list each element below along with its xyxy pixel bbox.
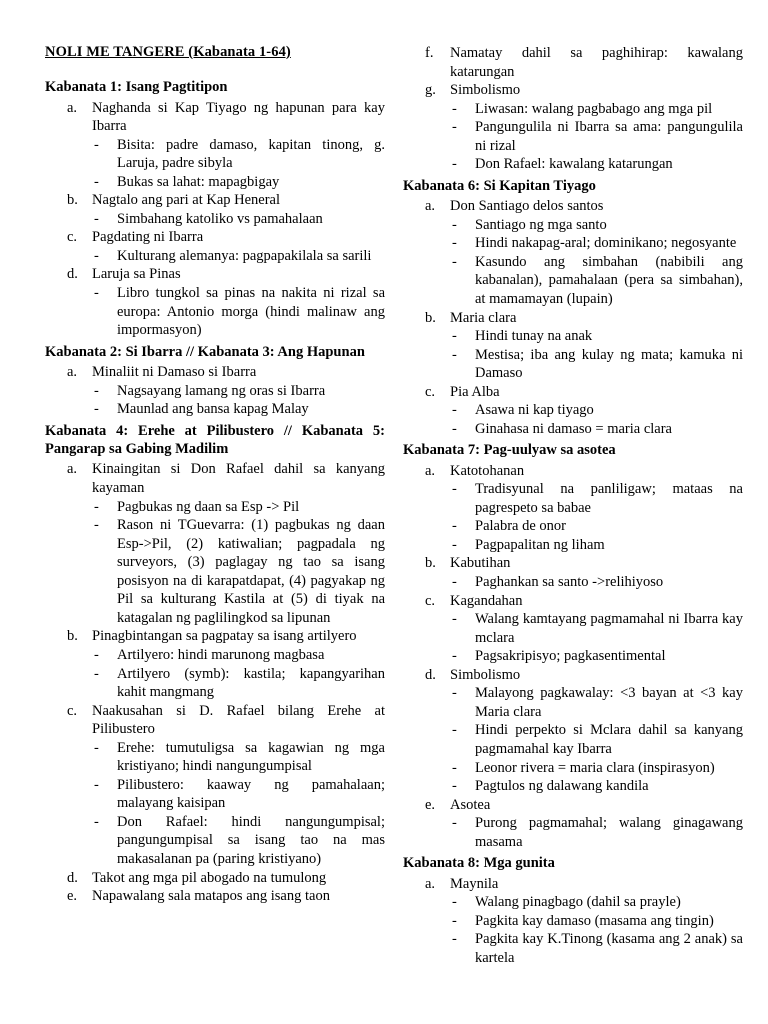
outline-subitem-text: Libro tungkol sa pinas na nakita ni rizal sa europa: Antonio morga (hindi malinaw ang impormasyon): [117, 284, 385, 339]
outline-subitem-text: Purong pagmamahal; walang ginagawang masama: [475, 815, 743, 850]
outline-subitem: [450, 777, 743, 796]
dash-marker: -: [94, 401, 99, 418]
outline-item: [45, 869, 385, 888]
outline-subitem-text: Don Rafael: kawalang katarungan: [475, 156, 673, 173]
list-marker: f.: [425, 45, 434, 61]
outline-item-text: Naakusahan si D. Rafael bilang Erehe at Pilibustero: [92, 702, 385, 738]
list-marker: e.: [425, 796, 436, 813]
outline-item-text: Nagtalo ang pari at Kap Heneral: [92, 192, 281, 209]
outline-subitem-text: Ginahasa ni damaso = maria clara: [475, 420, 672, 437]
outline-subitem: [450, 684, 743, 721]
left-column-content: [45, 78, 385, 906]
outline-subitem-text: Kasundo ang simbahan (nabibili ang kabanalan), pamahalaan (pera sa simbahan), at mamamayan (lupain): [475, 253, 743, 307]
outline-subitem-text: Pagbukas ng daan sa Esp -> Pil: [117, 498, 300, 515]
outline-subitem-text: Pilibustero: kaaway ng pamahalaan; malayang kaisipan: [117, 776, 385, 812]
outline-item-text: Pinagbintangan sa pagpatay sa isang artilyero: [92, 628, 357, 645]
dash-marker: -: [452, 518, 457, 535]
outline-list: [45, 363, 385, 419]
outline-subitem-text: Pagkita kay K.Tinong (kasama ang 2 anak) sa kartela: [475, 931, 743, 966]
right-column: [403, 44, 743, 967]
outline-sublist: [450, 610, 743, 666]
outline-item-text: Kagandahan: [450, 592, 523, 609]
outline-sublist: [450, 573, 743, 592]
outline-sublist: [450, 893, 743, 967]
outline-list: [403, 197, 743, 438]
outline-item-text: Kinaingitan si Don Rafael dahil sa kanyang kayaman: [92, 461, 385, 497]
outline-subitem: [450, 647, 743, 666]
outline-item: [45, 265, 385, 339]
outline-sublist: [92, 247, 385, 266]
dash-marker: -: [94, 665, 99, 682]
outline-subitem: [450, 536, 743, 555]
list-marker: a.: [67, 364, 78, 381]
outline-subitem: [450, 573, 743, 592]
list-marker: d.: [425, 666, 436, 683]
dash-marker: -: [452, 481, 457, 498]
dash-marker: -: [452, 253, 457, 270]
outline-subitem-text: Paghankan sa santo ->relihiyoso: [475, 574, 664, 591]
outline-subitem: [450, 480, 743, 517]
dash-marker: -: [452, 574, 457, 591]
outline-subitem: [450, 253, 743, 309]
outline-subitem-text: Hindi nakapag-aral; dominikano; negosyante: [475, 235, 737, 252]
outline-subitem: [92, 498, 385, 517]
outline-subitem: [92, 516, 385, 627]
outline-item-text: Pia Alba: [450, 383, 500, 400]
outline-subitem-text: Mestisa; iba ang kulay ng mata; kamuka ni Damaso: [475, 346, 743, 382]
list-marker: e.: [67, 888, 78, 905]
dash-marker: -: [452, 536, 457, 553]
outline-item: [45, 702, 385, 869]
list-marker: a.: [425, 198, 436, 215]
dash-marker: -: [94, 173, 99, 190]
outline-subitem: [92, 665, 385, 702]
list-marker: g.: [425, 82, 436, 99]
chapter-heading: Kabanata 4: Erehe at Pilibustero // Kabanata 5: Pangarap sa Gabing Madilim: [45, 422, 385, 458]
outline-subitem: [450, 401, 743, 420]
outline-subitem-text: Malayong pagkawalay: <3 bayan at <3 kay Maria clara: [475, 685, 743, 720]
outline-subitem: [450, 420, 743, 439]
list-marker: a.: [425, 462, 436, 479]
outline-subitem: [450, 721, 743, 758]
outline-subitem-text: Pagtulos ng dalawang kandila: [475, 778, 649, 795]
outline-item: [403, 796, 743, 852]
dash-marker: -: [94, 517, 99, 534]
outline-subitem-text: Palabra de onor: [475, 518, 566, 535]
outline-subitem: [450, 216, 743, 235]
outline-subitem-text: Pagpapalitan ng liham: [475, 536, 605, 553]
outline-subitem: [450, 912, 743, 931]
outline-subitem-text: Maunlad ang bansa kapag Malay: [117, 401, 309, 418]
dash-marker: -: [94, 498, 99, 515]
outline-item: [403, 309, 743, 383]
outline-item-text: Katotohanan: [450, 462, 525, 479]
outline-subitem: [450, 517, 743, 536]
dash-marker: -: [452, 156, 457, 173]
outline-item-text: Don Santiago delos santos: [450, 198, 604, 215]
list-marker: c.: [425, 383, 436, 400]
outline-sublist: [92, 136, 385, 192]
outline-subitem: [92, 776, 385, 813]
list-marker: b.: [425, 309, 436, 326]
outline-subitem-text: Bukas sa lahat: mapagbigay: [117, 173, 280, 190]
outline-subitem: [92, 382, 385, 401]
dash-marker: -: [452, 402, 457, 419]
outline-item: [45, 363, 385, 419]
list-marker: a.: [67, 461, 78, 478]
outline-sublist: [92, 739, 385, 869]
outline-subitem-text: Kulturang alemanya: pagpapakilala sa sarili: [117, 247, 372, 264]
outline-subitem: [92, 247, 385, 266]
dash-marker: -: [452, 100, 457, 117]
dash-marker: -: [452, 912, 457, 929]
dash-marker: -: [94, 210, 99, 227]
outline-subitem: [450, 610, 743, 647]
outline-list: [45, 460, 385, 905]
outline-subitem: [92, 813, 385, 869]
dash-marker: -: [452, 119, 457, 136]
outline-sublist: [92, 382, 385, 419]
dash-marker: -: [94, 284, 99, 301]
dash-marker: -: [94, 739, 99, 756]
chapter-heading: Kabanata 6: Si Kapitan Tiyago: [403, 177, 596, 194]
outline-list: [403, 462, 743, 851]
outline-item-text: Asotea: [450, 796, 491, 813]
outline-subitem: [450, 814, 743, 851]
dash-marker: -: [94, 382, 99, 399]
outline-item-text: Naghanda si Kap Tiyago ng hapunan para kay Ibarra: [92, 99, 385, 135]
dash-marker: -: [94, 136, 99, 153]
list-marker: c.: [67, 229, 78, 246]
outline-sublist: [92, 210, 385, 229]
dash-marker: -: [452, 328, 457, 345]
outline-subitem-text: Simbahang katoliko vs pamahalaan: [117, 210, 323, 227]
document-title: NOLI ME TANGERE (Kabanata 1-64): [45, 44, 291, 60]
outline-item-text: Takot ang mga pil abogado na tumulong: [92, 869, 327, 886]
list-marker: c.: [67, 702, 78, 719]
outline-sublist: [450, 216, 743, 309]
dash-marker: -: [452, 420, 457, 437]
outline-subitem: [450, 118, 743, 155]
outline-item-text: Minaliit ni Damaso si Ibarra: [92, 364, 257, 381]
outline-subitem: [92, 136, 385, 173]
outline-item-text: Simbolismo: [450, 666, 521, 683]
outline-subitem: [92, 646, 385, 665]
dash-marker: -: [452, 722, 457, 739]
outline-item: [403, 554, 743, 591]
outline-item: [45, 887, 385, 906]
outline-item: [403, 383, 743, 439]
dash-marker: -: [452, 216, 457, 233]
outline-subitem-text: Liwasan: walang pagbabago ang mga pil: [475, 100, 713, 117]
outline-subitem: [450, 893, 743, 912]
dash-marker: -: [452, 611, 457, 628]
outline-item-text: Maynila: [450, 875, 499, 892]
outline-subitem-text: Walang pinagbago (dahil sa prayle): [475, 894, 681, 911]
outline-item-text: Namatay dahil sa paghihirap: kawalang katarungan: [450, 45, 743, 80]
dash-marker: -: [94, 813, 99, 830]
outline-item: [403, 197, 743, 308]
outline-item-text: Laruja sa Pinas: [92, 266, 181, 283]
outline-sublist: [450, 401, 743, 438]
outline-sublist: [450, 100, 743, 174]
outline-item-text: Pagdating ni Ibarra: [92, 229, 204, 246]
outline-subitem: [92, 400, 385, 419]
outline-item-text: Maria clara: [450, 309, 517, 326]
dash-marker: -: [452, 759, 457, 776]
outline-sublist: [450, 480, 743, 554]
outline-item: [45, 460, 385, 627]
list-marker: d.: [67, 869, 78, 886]
list-marker: b.: [67, 192, 78, 209]
outline-sublist: [92, 646, 385, 702]
right-column-content: [403, 44, 743, 967]
outline-subitem: [92, 284, 385, 340]
outline-list: [45, 99, 385, 340]
outline-subitem-text: Santiago ng mga santo: [475, 216, 607, 233]
outline-sublist: [92, 498, 385, 628]
dash-marker: -: [94, 646, 99, 663]
outline-subitem: [92, 739, 385, 776]
outline-subitem: [92, 173, 385, 192]
outline-subitem: [450, 327, 743, 346]
dash-marker: -: [452, 346, 457, 363]
outline-subitem-text: Pangungulila ni Ibarra sa ama: pangungulila ni rizal: [475, 119, 743, 154]
outline-item: [403, 666, 743, 796]
outline-subitem-text: Artilyero: hindi marunong magbasa: [117, 646, 325, 663]
dash-marker: -: [452, 815, 457, 832]
outline-subitem-text: Leonor rivera = maria clara (inspirasyon): [475, 759, 715, 776]
outline-subitem-text: Asawa ni kap tiyago: [475, 402, 594, 419]
outline-subitem: [450, 234, 743, 253]
outline-subitem-text: Artilyero (symb): kastila; kapangyarihan kahit mangmang: [117, 665, 385, 701]
outline-subitem: [450, 100, 743, 119]
outline-subitem-text: Walang kamtayang pagmamahal ni Ibarra kay mclara: [475, 611, 743, 646]
outline-item-text: Kabutihan: [450, 555, 511, 572]
outline-sublist: [450, 684, 743, 795]
outline-subitem-text: Tradisyunal na panliligaw; mataas na pagrespeto sa babae: [475, 481, 743, 516]
dash-marker: -: [94, 247, 99, 264]
outline-item-text: Simbolismo: [450, 82, 521, 99]
dash-marker: -: [452, 778, 457, 795]
outline-subitem-text: Bisita: padre damaso, kapitan tinong, g. Laruja, padre sibyla: [117, 136, 385, 172]
list-marker: c.: [425, 592, 436, 609]
dash-marker: -: [452, 235, 457, 252]
list-marker: a.: [425, 875, 436, 892]
outline-subitem-text: Pagsakripisyo; pagkasentimental: [475, 648, 666, 665]
outline-subitem-text: Erehe: tumutuligsa sa kagawian ng mga kristiyano; hindi nangungumpisal: [117, 739, 385, 775]
list-marker: a.: [67, 99, 78, 116]
dash-marker: -: [94, 776, 99, 793]
outline-subitem-text: Hindi tunay na anak: [475, 328, 593, 345]
dash-marker: -: [452, 894, 457, 911]
outline-subitem: [450, 155, 743, 174]
dash-marker: -: [452, 648, 457, 665]
outline-sublist: [92, 284, 385, 340]
outline-item: [403, 592, 743, 666]
left-column: [45, 44, 385, 906]
outline-subitem: [450, 759, 743, 778]
list-marker: b.: [67, 628, 78, 645]
outline-item: [403, 875, 743, 968]
list-marker: d.: [67, 266, 78, 283]
outline-item: [403, 44, 743, 81]
dash-marker: -: [452, 685, 457, 702]
outline-item: [403, 81, 743, 174]
outline-subitem-text: Hindi perpekto si Mclara dahil sa kanyang pagmamahal kay Ibarra: [475, 722, 743, 757]
dash-marker: -: [452, 931, 457, 948]
outline-item: [403, 462, 743, 555]
outline-item: [45, 191, 385, 228]
outline-subitem-text: Don Rafael: hindi nangungumpisal; pangungumpisal sa isang tao na mas makasalanan pa (paring kristiyano): [117, 813, 385, 867]
outline-subitem: [450, 346, 743, 383]
outline-item: [45, 627, 385, 701]
outline-list: [403, 875, 743, 968]
chapter-heading: Kabanata 8: Mga gunita: [403, 855, 555, 872]
outline-list: [403, 44, 743, 174]
outline-subitem: [92, 210, 385, 229]
outline-item-text: Napawalang sala matapos ang isang taon: [92, 888, 330, 905]
list-marker: b.: [425, 555, 436, 572]
outline-subitem-text: Nagsayang lamang ng oras si Ibarra: [117, 382, 326, 399]
outline-subitem-text: Pagkita kay damaso (masama ang tingin): [475, 912, 714, 929]
two-column-layout: [45, 44, 743, 967]
outline-item: [45, 228, 385, 265]
outline-subitem-text: Rason ni TGuevarra: (1) pagbukas ng daan Esp->Pil, (2) katiwalian; pagpadala ng surveyors, (3) paglagay ng tao sa isang posisyon na di karapatdapat, (4) pagyakap ng Pil sa kulturang Kastila at (5) di tiyak na katagalan ng paglilingkod sa lipunan: [117, 517, 385, 626]
chapter-heading: Kabanata 1: Isang Pagtitipon: [45, 79, 228, 96]
outline-item: [45, 99, 385, 192]
chapter-heading: Kabanata 7: Pag-uulyaw sa asotea: [403, 442, 616, 459]
outline-sublist: [450, 327, 743, 383]
outline-sublist: [450, 814, 743, 851]
chapter-heading: Kabanata 2: Si Ibarra // Kabanata 3: Ang Hapunan: [45, 343, 365, 360]
outline-subitem: [450, 930, 743, 967]
